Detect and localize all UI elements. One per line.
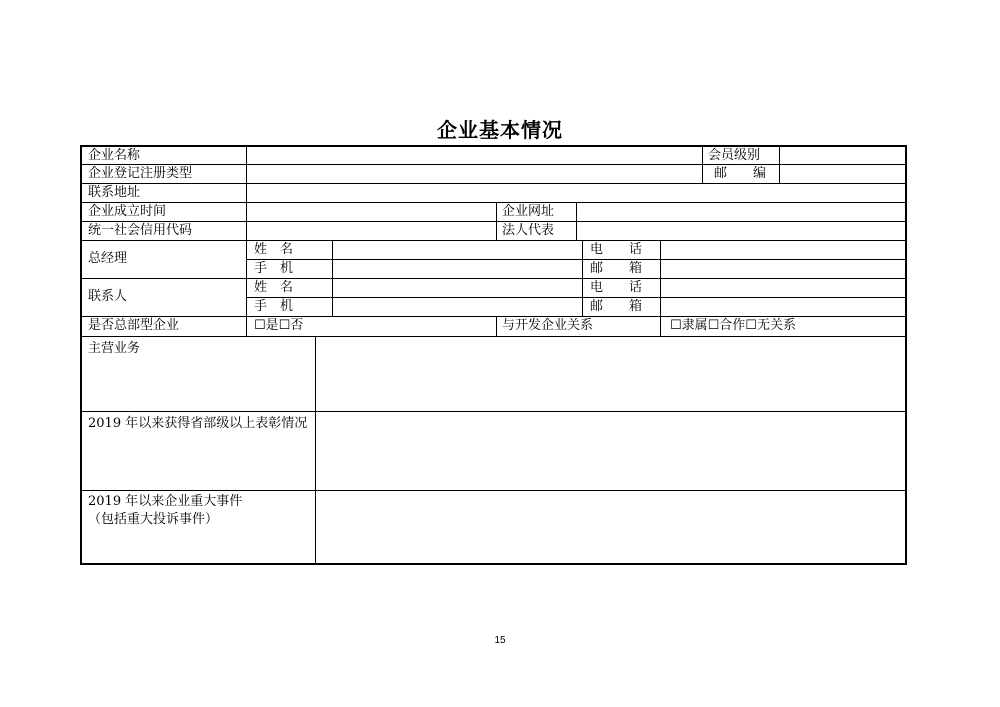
website-label: 企业网址 bbox=[502, 204, 555, 219]
registration-type-label: 企业登记注册类型 bbox=[88, 166, 193, 181]
gm-name-label: 姓 名 bbox=[254, 242, 294, 257]
developer-relation-checkboxes[interactable]: ☐隶属☐合作☐无关系 bbox=[670, 318, 796, 333]
credit-code-label: 统一社会信用代码 bbox=[88, 223, 193, 238]
general-manager-label: 总经理 bbox=[88, 251, 128, 266]
contact-mobile-label: 手 机 bbox=[254, 299, 294, 314]
contact-email-label: 邮 箱 bbox=[590, 299, 643, 314]
headquarters-checkboxes[interactable]: ☐是☐否 bbox=[254, 318, 304, 333]
main-business-field[interactable] bbox=[316, 337, 905, 411]
page-number: 15 bbox=[494, 635, 506, 646]
member-level-label: 会员级别 bbox=[708, 148, 761, 163]
major-events-label: 2019 年以来企业重大事件 bbox=[88, 494, 243, 509]
gm-mobile-label: 手 机 bbox=[254, 261, 294, 276]
main-business-label: 主营业务 bbox=[88, 341, 141, 356]
major-events-field[interactable] bbox=[316, 491, 905, 563]
legal-representative-label: 法人代表 bbox=[502, 223, 555, 238]
founded-date-label: 企业成立时间 bbox=[88, 204, 167, 219]
company-info-table bbox=[80, 145, 907, 565]
awards-label: 2019 年以来获得省部级以上表彰情况 bbox=[88, 416, 308, 431]
developer-relation-label: 与开发企业关系 bbox=[502, 318, 594, 333]
contact-person-label: 联系人 bbox=[88, 289, 128, 304]
contact-name-label: 姓 名 bbox=[254, 280, 294, 295]
major-events-note: （包括重大投诉事件） bbox=[88, 512, 219, 527]
contact-phone-label: 电 话 bbox=[590, 280, 643, 295]
gm-email-label: 邮 箱 bbox=[590, 261, 643, 276]
company-name-label: 企业名称 bbox=[88, 148, 141, 163]
page-title: 企业基本情况 bbox=[437, 118, 563, 142]
gm-phone-label: 电 话 bbox=[590, 242, 643, 257]
postcode-label: 邮 编 bbox=[714, 166, 767, 181]
address-label: 联系地址 bbox=[88, 185, 141, 200]
headquarters-label: 是否总部型企业 bbox=[88, 318, 180, 333]
awards-field[interactable] bbox=[316, 412, 905, 490]
